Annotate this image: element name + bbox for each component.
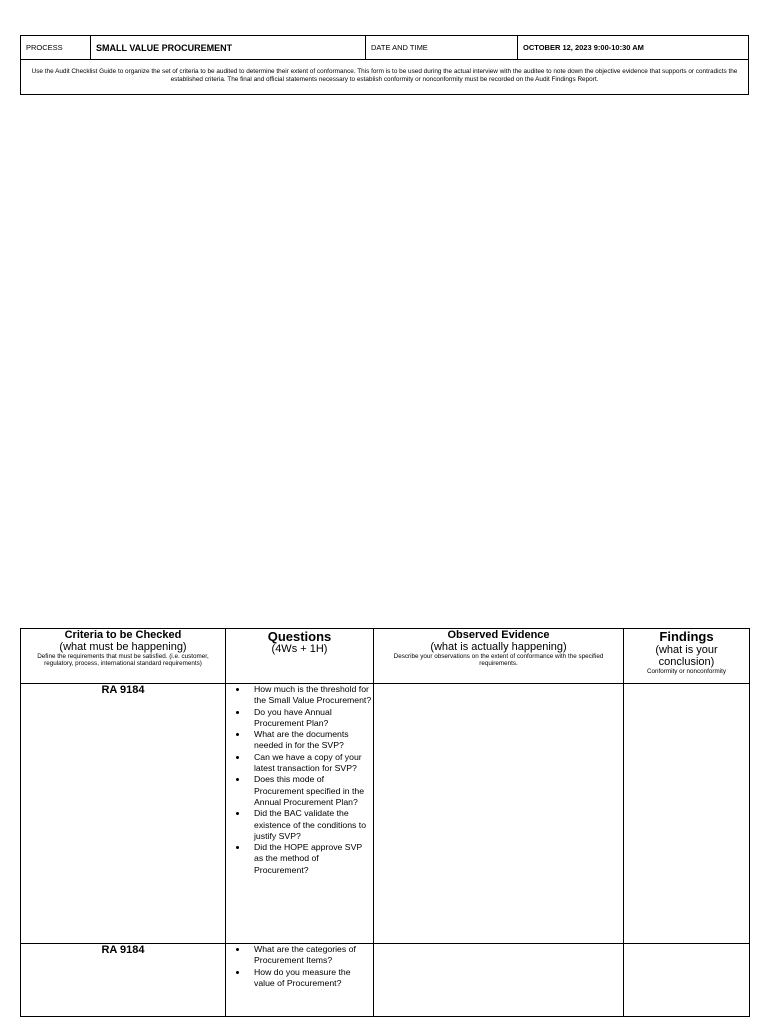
col-subtitle-evidence: (what is actually happening) (430, 641, 567, 653)
questions-cell (226, 684, 374, 944)
audit-checklist-table (20, 628, 750, 1017)
question-item: • What are the categories of Procurement Items? (248, 944, 373, 967)
table-row (21, 944, 750, 1017)
questions-list (226, 944, 373, 989)
col-subtitle-findings: (what is your conclusion) (655, 644, 718, 668)
col-header-questions (226, 629, 374, 684)
process-label: PROCESS (21, 36, 91, 60)
col-subtitle-questions: (4Ws + 1H) (271, 643, 328, 655)
col-title-findings: Findings (659, 629, 714, 644)
question-item: • What are the documents needed in for the SVP? (248, 729, 373, 752)
col-title-questions: Questions (267, 629, 332, 644)
col-header-evidence (374, 629, 624, 684)
col-note-criteria: Define the requirements that must be satisfied. (i.e. customer, regulatory, process, international standard requirements) (37, 653, 209, 667)
findings-cell[interactable] (624, 944, 750, 1017)
col-note-evidence: Describe your observations on the extent of conformance with the specified requirements. (393, 653, 604, 667)
question-item: • Did the BAC validate the existence of the conditions to justify SVP? (248, 808, 373, 842)
instructions-text: Use the Audit Checklist Guide to organize the set of criteria to be audited to determine their extent of conformance. This form is to be used during the actual interview with the auditee to note down the objective evidence that supports or contradicts the established criteria. The final and official statements necessary to establish conformity or nonconformity must be recorded on the Audit Findings Report. (21, 60, 749, 95)
question-item: • Do you have Annual Procurement Plan? (248, 707, 373, 730)
datetime-label: DATE AND TIME (366, 36, 518, 60)
criteria-cell: RA 9184 (21, 944, 226, 1017)
evidence-cell[interactable] (374, 684, 624, 944)
table-row (21, 684, 750, 944)
question-item: • Did the HOPE approve SVP as the method of Procurement? (248, 842, 373, 876)
header-table (20, 35, 749, 95)
evidence-cell[interactable] (374, 944, 624, 1017)
question-item: • Can we have a copy of your latest transaction for SVP? (248, 752, 373, 775)
col-header-criteria (21, 629, 226, 684)
findings-cell[interactable] (624, 684, 750, 944)
questions-cell (226, 944, 374, 1017)
col-note-findings: Conformity or nonconformity (646, 668, 727, 675)
question-item: • How do you measure the value of Procurement? (248, 967, 373, 990)
col-header-findings (624, 629, 750, 684)
datetime-value: OCTOBER 12, 2023 9:00-10:30 AM (518, 36, 749, 60)
questions-list (226, 684, 373, 876)
col-subtitle-criteria: (what must be happening) (59, 641, 187, 653)
col-title-evidence: Observed Evidence (447, 629, 550, 641)
criteria-cell: RA 9184 (21, 684, 226, 944)
question-item: • Does this mode of Procurement specified in the Annual Procurement Plan? (248, 774, 373, 808)
process-value: SMALL VALUE PROCUREMENT (91, 36, 366, 60)
question-item: • How much is the threshold for the Small Value Procurement? (248, 684, 373, 707)
col-title-criteria: Criteria to be Checked (64, 629, 182, 641)
